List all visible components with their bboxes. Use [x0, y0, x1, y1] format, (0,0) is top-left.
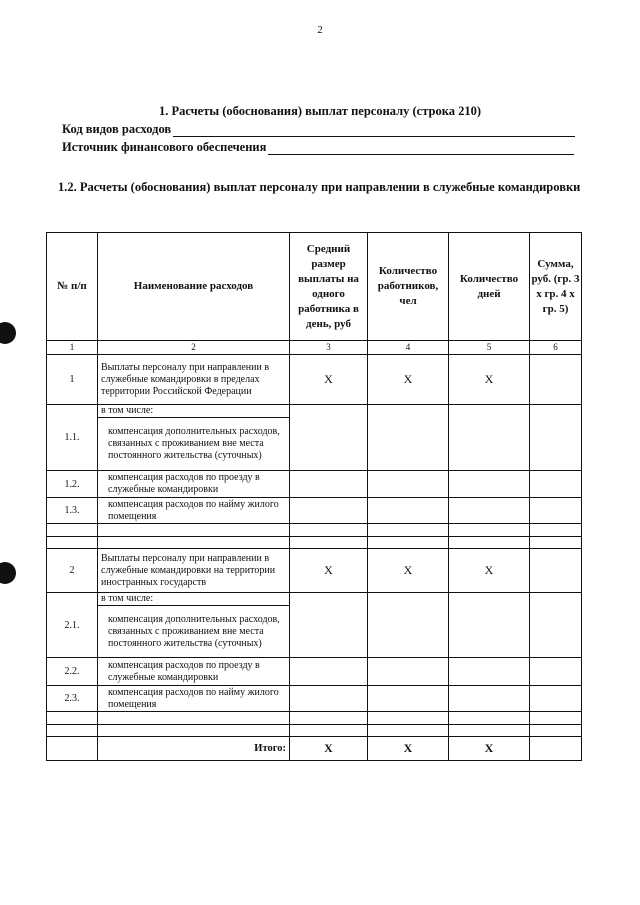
row-name: компенсация расходов по найму жилого помещения [98, 498, 290, 524]
punch-hole-mark-top [0, 322, 16, 344]
cell-empty [368, 593, 449, 658]
cell-empty [530, 686, 582, 712]
header-avg-payment: Средний размер выплаты на одного работника в день, руб [290, 233, 368, 341]
cell-x: X [368, 737, 449, 761]
cell-empty [449, 471, 530, 498]
cell-empty [368, 471, 449, 498]
cell-empty [449, 498, 530, 524]
cell-empty [530, 498, 582, 524]
expense-code-blank [173, 124, 575, 137]
cell-empty [47, 737, 98, 761]
row-number: 2.3. [47, 686, 98, 712]
header-row [47, 233, 582, 341]
row-name: Выплаты персоналу при направлении в служебные командировки в пределах территории Российской Федерации [98, 355, 290, 405]
cell-x: X [290, 355, 368, 405]
column-number: 4 [368, 341, 449, 355]
row-number: 2.2. [47, 658, 98, 686]
cell-x: X [449, 355, 530, 405]
column-number: 3 [290, 341, 368, 355]
cell-empty [290, 658, 368, 686]
cell-empty [290, 686, 368, 712]
row-number: 1.2. [47, 471, 98, 498]
row-number: 2 [47, 549, 98, 593]
funding-source-label: Источник финансового обеспечения [62, 140, 267, 154]
travel-expenses-table [46, 232, 582, 761]
cell-empty [530, 405, 582, 471]
cell-x: X [290, 737, 368, 761]
cell-x: X [290, 549, 368, 593]
table-row-1-3 [47, 498, 582, 524]
cell-empty [290, 498, 368, 524]
row-name: компенсация расходов по найму жилого помещения [98, 686, 290, 712]
punch-hole-mark-bottom [0, 562, 16, 584]
row-number: 1.1. [47, 405, 98, 471]
cell-empty [449, 686, 530, 712]
table-row-2-1-incl [47, 593, 582, 606]
table-row-2-3 [47, 686, 582, 712]
header-row-number: № п/п [47, 233, 98, 341]
expense-code-field [62, 122, 575, 137]
cell-empty [368, 658, 449, 686]
row-name: компенсация расходов по проезду в служебные командировки [98, 471, 290, 498]
header-employee-count: Количество работников, чел [368, 233, 449, 341]
subsection-heading: 1.2. Расчеты (обоснования) выплат персоналу при направлении в служебные командировки [58, 180, 581, 194]
table-row-blank [47, 524, 582, 537]
table-row-1-2 [47, 471, 582, 498]
page-number: 2 [317, 24, 323, 36]
row-name: компенсация дополнительных расходов, связанных с проживанием вне места постоянного жительства (суточных) [98, 418, 290, 471]
funding-source-field [62, 140, 574, 155]
funding-source-blank [268, 142, 574, 155]
cell-empty [290, 593, 368, 658]
row-number: 2.1. [47, 593, 98, 658]
cell-empty [530, 355, 582, 405]
expense-code-label: Код видов расходов [62, 122, 172, 136]
cell-empty [290, 471, 368, 498]
cell-empty [530, 549, 582, 593]
row-name: компенсация расходов по проезду в служебные командировки [98, 658, 290, 686]
total-row [47, 737, 582, 761]
header-expense-name: Наименование расходов [98, 233, 290, 341]
total-label: Итого: [98, 737, 290, 761]
cell-empty [449, 593, 530, 658]
column-number: 6 [530, 341, 582, 355]
cell-empty [368, 686, 449, 712]
row-name: компенсация дополнительных расходов, связанных с проживанием вне места постоянного жительства (суточных) [98, 606, 290, 658]
row-name: Выплаты персоналу при направлении в служебные командировки на территории иностранных государств [98, 549, 290, 593]
header-sum: Сумма, руб. (гр. 3 х гр. 4 х гр. 5) [530, 233, 582, 341]
header-days-count: Количество дней [449, 233, 530, 341]
cell-empty [530, 737, 582, 761]
cell-empty [368, 498, 449, 524]
table-row-1-1-incl [47, 405, 582, 418]
cell-x: X [449, 737, 530, 761]
cell-empty [530, 593, 582, 658]
cell-x: X [368, 549, 449, 593]
cell-empty [368, 405, 449, 471]
cell-empty [449, 405, 530, 471]
table-row-2 [47, 549, 582, 593]
cell-empty [290, 405, 368, 471]
cell-empty [530, 471, 582, 498]
table-row-blank [47, 537, 582, 549]
row-number: 1.3. [47, 498, 98, 524]
table-row-blank [47, 725, 582, 737]
row-number: 1 [47, 355, 98, 405]
cell-x: X [368, 355, 449, 405]
column-number-row [47, 341, 582, 355]
column-number: 5 [449, 341, 530, 355]
section-heading: 1. Расчеты (обоснования) выплат персоналу (строка 210) [158, 104, 482, 118]
column-number: 1 [47, 341, 98, 355]
column-number: 2 [98, 341, 290, 355]
row-subheading: в том числе: [98, 405, 290, 418]
cell-x: X [449, 549, 530, 593]
cell-empty [530, 658, 582, 686]
cell-empty [449, 658, 530, 686]
table-row-2-2 [47, 658, 582, 686]
table-row-1 [47, 355, 582, 405]
row-subheading: в том числе: [98, 593, 290, 606]
table-row-blank [47, 712, 582, 725]
